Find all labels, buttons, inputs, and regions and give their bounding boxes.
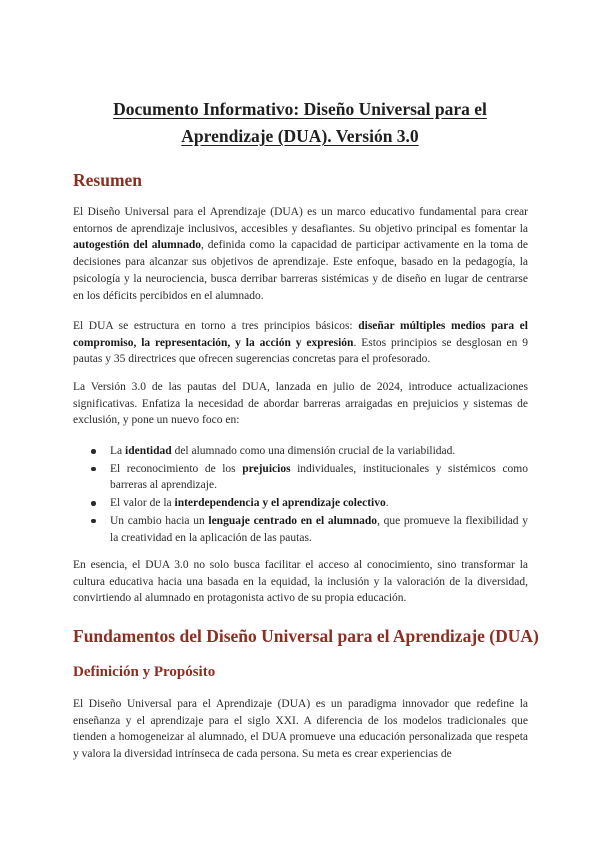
text-run: La bbox=[110, 445, 126, 457]
text-run: El valor de la bbox=[110, 497, 175, 510]
list-item bbox=[73, 513, 528, 546]
text-run: , definida como la capacidad de participar activamente en la toma de decisiones para alcanzar sus objetivos de aprendizaje. Este enfoque, basado en la pedagogía, la psicología y la neurociencia, busca derribar barreras sistémicas y de diseño en lugar de centrarse en los déficits percibidos en el alumnado. bbox=[73, 239, 528, 302]
list-item bbox=[73, 495, 528, 512]
summary-paragraph-2 bbox=[73, 318, 528, 368]
text-run: El Diseño Universal para el Aprendizaje (DUA) es un marco educativo fundamental para crear entornos de aprendizaje inclusivos, accesibles y desafiantes. Su objetivo principal es fomentar la bbox=[73, 206, 528, 235]
summary-paragraph-3: La Versión 3.0 de las pautas del DUA, lanzada en julio de 2024, introduce actualizaciones significativas. Enfatiza la necesidad de abordar barreras arraigadas en prejuicios y sistemas de exclusión, y pone un nuevo foco en: bbox=[73, 381, 528, 427]
document-title: Documento Informativo: Diseño Universal para el Aprendizaje (DUA). Versión 3.0 bbox=[113, 99, 487, 146]
list-item bbox=[73, 461, 528, 494]
text-run: , que promueve la flexibilidad y la creatividad en la aplicación de las pautas. bbox=[110, 514, 528, 544]
summary-paragraph-4: En esencia, el DUA 3.0 no solo busca facilitar el acceso al conocimiento, sino transformar la cultura educativa hacia una basada en la equidad, la inclusión y la valoración de la diversidad, convirtiendo al alumnado en protagonista activo de su propia educación. bbox=[73, 559, 528, 605]
text-run: El reconocimiento de los bbox=[110, 462, 243, 475]
bold-text: interdependencia y el aprendizaje colectivo bbox=[174, 497, 386, 510]
bold-text: diseñar múltiples medios para el compromiso, la representación, y la acción y expresión bbox=[73, 320, 528, 349]
text-run: individuales, institucionales y sistémicos como barreras al aprendizaje. bbox=[110, 462, 528, 492]
text-run: del alumnado como una dimensión crucial de la variabilidad. bbox=[171, 445, 456, 457]
fundamentals-paragraph-1: El Diseño Universal para el Aprendizaje (DUA) es un paradigma innovador que redefine la enseñanza y el aprendizaje para el siglo XXI. A diferencia de los modelos tradicionales que tienden a homogeneizar al alumnado, el DUA promueve una educación personalizada que respeta y valora la diversidad intrínseca de cada persona. Su meta es crear experiencias de bbox=[73, 698, 528, 761]
bold-text: autogestión del alumnado bbox=[73, 239, 201, 252]
summary-paragraph-1 bbox=[73, 204, 528, 304]
text-run: . bbox=[385, 497, 389, 510]
text-run: . Estos principios se desglosan en 9 pautas y 35 directrices que ofrecen sugerencias concretas para el profesorado. bbox=[73, 336, 529, 366]
text-run: Un cambio hacia un bbox=[110, 514, 209, 527]
summary-heading: Resumen bbox=[73, 170, 143, 190]
bold-text: prejuicios bbox=[242, 462, 291, 475]
fundamentals-heading: Fundamentos del Diseño Universal para el Aprendizaje (DUA) bbox=[73, 626, 539, 646]
list-item bbox=[73, 443, 528, 460]
bold-text: lenguaje centrado en el alumnado bbox=[208, 514, 378, 527]
bold-text: identidad bbox=[125, 445, 172, 457]
definition-subheading: Definición y Propósito bbox=[73, 664, 216, 680]
text-run: El DUA se estructura en torno a tres principios básicos: bbox=[73, 320, 359, 332]
focus-list bbox=[73, 443, 528, 547]
